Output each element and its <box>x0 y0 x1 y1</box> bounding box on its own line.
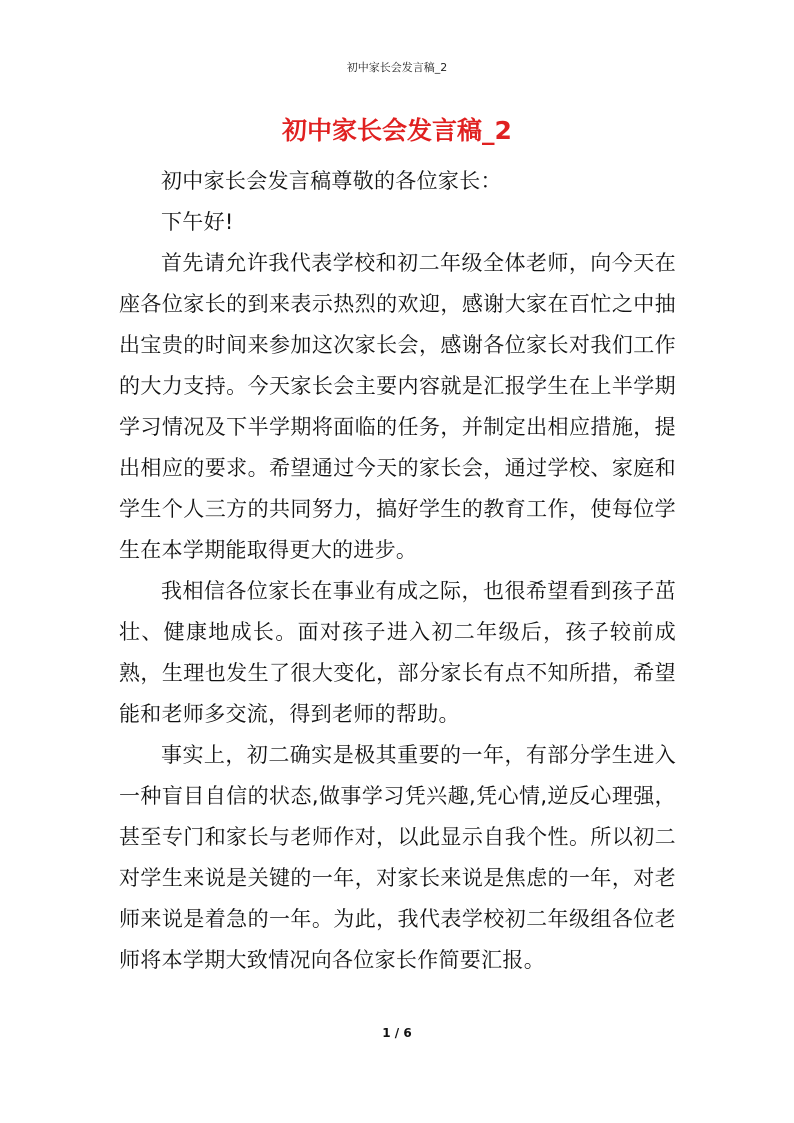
document-body <box>119 161 676 981</box>
running-header: 初中家长会发言稿_2 <box>346 61 448 74</box>
paragraph-welcome: 首先请允许我代表学校和初二年级全体老师，向今天在座各位家长的到来表示热烈的欢迎，感谢大家在百忙之中抽出宝贵的时间来参加这次家长会，感谢各位家长对我们工作的大力支持。今天家长会主要内容就是汇报学生在上半学期学习情况及下半学期将面临的任务，并制定出相应措施，提出相应的要求。希望通过今天的家长会，通过学校、家庭和学生个人三方的共同努力，搞好学生的教育工作，使每位学生在本学期能取得更大的进步。 <box>119 251 676 562</box>
page-number: 1 / 6 <box>382 1026 412 1040</box>
paragraph-growth: 我相信各位家长在事业有成之际，也很希望看到孩子茁壮、健康地成长。面对孩子进入初二年级后，孩子较前成熟，生理也发生了很大变化，部分家长有点不知所措，希望能和老师多交流，得到老师的帮助。 <box>119 579 676 726</box>
paragraph-greeting: 下午好! <box>161 210 234 234</box>
paragraph-grade-two: 事实上，初二确实是极其重要的一年，有部分学生进入一种盲目自信的状态,做事学习凭兴趣,凭心情,逆反心理强，甚至专门和家长与老师作对，以此显示自我个性。所以初二对学生来说是关键的一年，对家长来说是焦虑的一年，对老师来说是着急的一年。为此，我代表学校初二年级组各位老师将本学期大致情况向各位家长作简要汇报。 <box>119 743 676 972</box>
paragraph-salutation: 初中家长会发言稿尊敬的各位家长： <box>161 169 502 193</box>
document-title: 初中家长会发言稿_2 <box>282 116 512 145</box>
